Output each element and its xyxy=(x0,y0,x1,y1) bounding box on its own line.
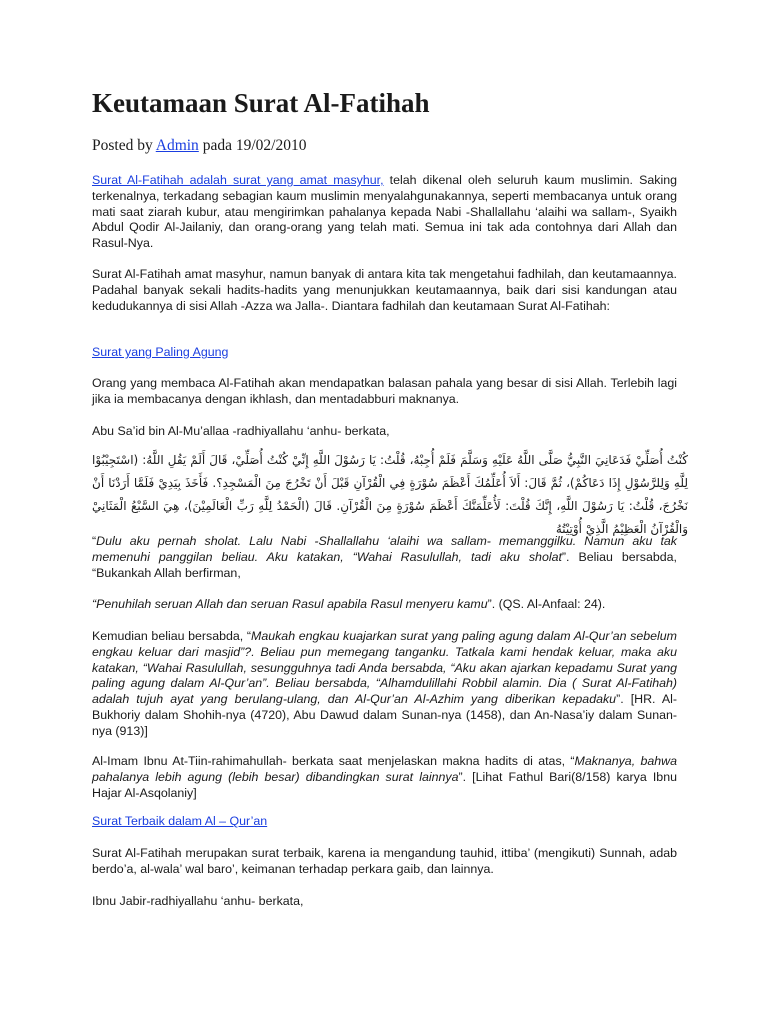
quote-italic: Dulu aku pernah sholat. Lalu Nabi -Shallallahu ‘alaihi wa sallam- memanggilku. Namun aku tak memenuhi panggilan beliau. Aku katakan, “Wahai Rasulullah, tadi aku sholat xyxy=(92,534,677,564)
tiin-lead: Al-Imam Ibnu At-Tiin-rahimahullah- berkata saat menjelaskan makna hadits di atas, “ xyxy=(92,754,575,768)
ayat-reference: ”. (QS. Al-Anfaal: 24). xyxy=(487,597,606,611)
paragraph-abu-said: Abu Sa’id bin Al-Mu’allaa -radhiyallahu ‘anhu- berkata, xyxy=(92,424,390,438)
paragraph-ayat-anfaal xyxy=(92,597,677,613)
heading-surat-terbaik[interactable]: Surat Terbaik dalam Al – Qur’an xyxy=(92,814,268,828)
intro-text: telah dikenal oleh seluruh kaum muslimin. Saking terkenalnya, terkadang sebagian kaum muslimin menyalahgunakannya, seperti membacanya untuk orang mati saat ziarah kubur, atau mengirimkan pahalanya kepada Nabi -Shallallahu ‘alaihi wa sallam-, Syaikh Abdul Qodir Al-Jailaniy, dan orang-orang yang telah mati. Semua ini tak ada contohnya dari Allah dan Rasul-Nya. xyxy=(92,173,677,251)
paragraph-ibnu-jabir: Ibnu Jabir-radhiyallahu ‘anhu- berkata, xyxy=(92,894,304,908)
kemudian-italic: Maukah engkau kuajarkan surat yang paling agung dalam Al-Qur’an sebelum engkau keluar dari masjid”?. Beliau pun memegang tanganku. Tatkala kami hendak keluar, maka aku katakan, “Wahai Rasulullah, sesungguhnya tadi Anda bersabda, “Aku akan ajarkan kepadamu Surat yang paling agung dalam Al-Qur’an”. Beliau bersabda, “Alhamdulillahi Robbil alamin. Dia ( Surat Al-Fatihah) adalah tujuh ayat yang berulang-ulang, dan Al-Qur’an Al-Azhim yang diberikan kepadaku xyxy=(92,629,677,707)
paragraph-kemudian xyxy=(92,629,677,740)
paragraph-fadhilah: Surat Al-Fatihah amat masyhur, namun banyak di antara kita tak mengetahui fadhilah, dan keutamaannya. Padahal banyak sekali hadits-hadits yang menunjukkan keutamaannya, baik dari sisi kandungan atau kedudukannya di sisi Allah -Azza wa Jalla-. Diantara fadhilah dan keutamaan Surat Al-Fatihah: xyxy=(92,267,677,313)
paragraph-ibnu-tiin xyxy=(92,754,677,801)
quote-open: “ xyxy=(92,534,97,548)
paragraph-dulu-aku xyxy=(92,534,677,581)
ayat-italic: “Penuhilah seruan Allah dan seruan Rasul apabila Rasul menyeru kamu xyxy=(92,597,488,611)
posted-by-label: Posted by xyxy=(92,137,153,154)
arabic-hadith: كُنْتُ أُصَلِّيْ فَدَعَانِيَ النَّبِيُّ صَلَّى اللَّهُ عَلَيْهِ وَسَلَّمَ فَلَمْ أُجِبْهُ، قُلْتُ: يَا رَسُوْلَ اللَّهِ إِنِّيْ كُنْتُ أُصَلِّيْ، قَالَ أَلَمْ يَقُلِ اللَّهُ: (اسْتَجِيْبُوْا لِلَّهِ وَلِلرَّسُوْلِ إِذَا دَعَاكُمْ)، ثُمَّ قَالَ: أَلاَ أُعَلِّمُكَ أَعْظَمَ سُوْرَةٍ فِي الْقُرْآنِ قَبْلَ أَنْ تَخْرُجَ مِنَ الْمَسْجِدِ؟. فَأَخَذَ بِيَدِيْ فَلَمَّا أَرَدْنَا أَنْ نَخْرُجَ، قُلْتُ: يَا رَسُوْلَ اللَّهِ، إِنَّكَ قُلْتَ: لَأُعَلِّمَنَّكَ أَعْظَمَ سُوْرَةٍ مِنَ الْقُرْآنِ. قَالَ (الْحَمْدُ لِلَّهِ رَبِّ الْعَالَمِيْنَ)، هِيَ السَّبْعُ الْمَثَانِيْ وَالْقُرْآنُ الْعَظِيْمُ الَّذِيْ أُوْتِيْتُهُ xyxy=(92,453,688,536)
kemudian-reference: ”. [HR. Al-Bukhoriy dalam Shohih-nya (4720), Abu Dawud dalam Sunan-nya (1458), dan An-Nasa’iy dalam Sunan-nya (913)] xyxy=(92,692,678,738)
article-title: Keutamaan Surat Al-Fatihah xyxy=(92,88,430,118)
post-meta xyxy=(92,137,306,155)
paragraph-intro xyxy=(92,173,677,252)
date-prefix: pada xyxy=(202,137,232,154)
paragraph-surat-terbaik: Surat Al-Fatihah merupakan surat terbaik, karena ia mengandung tauhid, ittiba’ (mengikuti) Sunnah, adab berdo’a, al-wala’ wal baro’, keimanan terhadap perkara gaib, dan lainnya. xyxy=(92,846,677,876)
tiin-italic: Maknanya, bahwa pahalanya lebih agung (lebih besar) dibandingkan surat lainnya xyxy=(92,754,677,784)
paragraph-pahala: Orang yang membaca Al-Fatihah akan mendapatkan balasan pahala yang besar di sisi Allah. Terlebih lagi jika ia membacanya dengan ikhlash, dan mentadabburi maknanya. xyxy=(92,376,677,406)
heading-surat-paling-agung[interactable]: Surat yang Paling Agung xyxy=(92,345,229,359)
quote-tail: ”. Beliau bersabda, “Bukankah Allah berfirman, xyxy=(92,549,677,580)
post-date: 19/02/2010 xyxy=(235,137,307,154)
kemudian-lead: Kemudian beliau bersabda, “ xyxy=(92,629,251,643)
author-link[interactable]: Admin xyxy=(155,137,199,154)
intro-link[interactable]: Surat Al-Fatihah adalah surat yang amat masyhur, xyxy=(92,173,384,187)
tiin-reference: ”. [Lihat Fathul Bari(8/158) karya Ibnu Hajar Al-Asqolaniy] xyxy=(92,769,677,800)
